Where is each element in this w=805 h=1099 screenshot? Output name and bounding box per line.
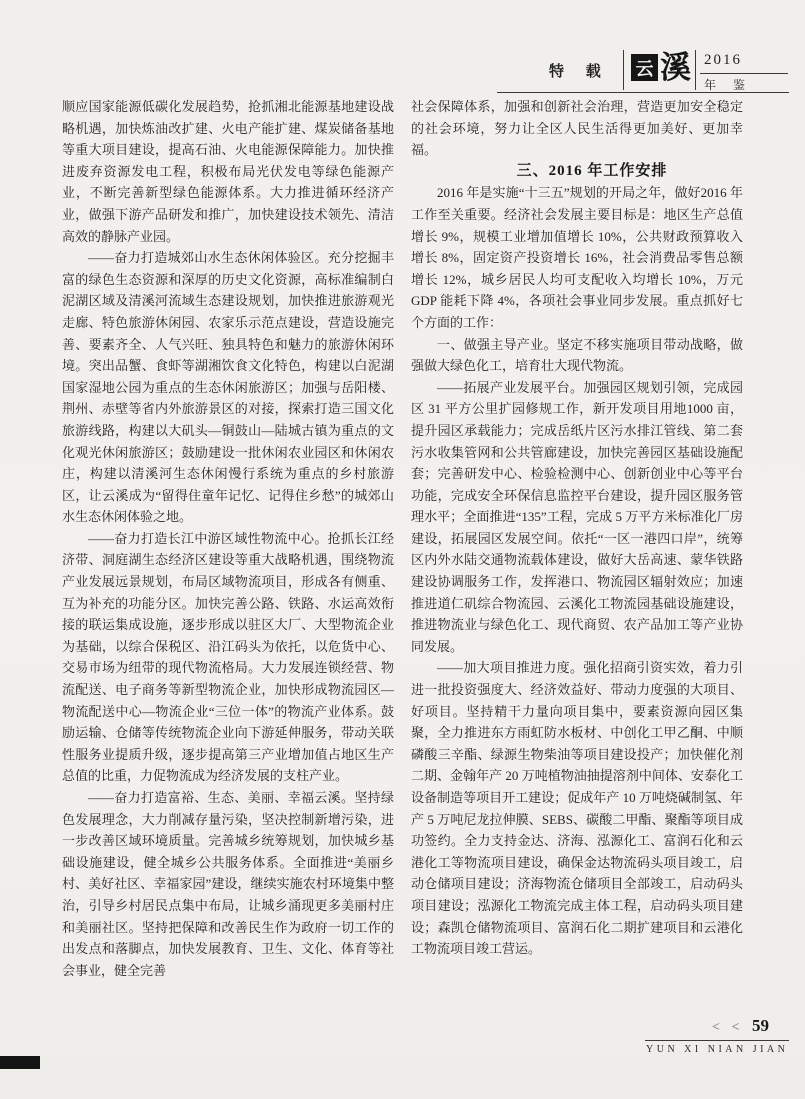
header-divider-line: [623, 50, 624, 90]
corner-black-bar: [0, 1056, 40, 1069]
header-year: 2016: [704, 52, 742, 68]
logo-yun-block: 云: [631, 54, 658, 81]
paragraph: ——奋力打造城郊山水生态休闲体验区。充分挖掘丰富的绿色生态资源和深厚的历史文化资源，高标准编制白泥湖区域及清溪河流域生态建设规划，加快推进旅游观光走廊、特色旅游休闲园、农家乐示范点建设，营造设施完善、要素齐全、人气兴旺、独具特色和魅力的旅游休闲环境。突出品蟹、食虾等湖湘饮食文化特色，构建以白泥湖国家湿地公园为重点的生态休闲旅游区；加强与岳阳楼、荆州、赤壁等省内外旅游景区的对接，探索打造三国文化旅游线路，构建以大矶头—铜鼓山—陆城古镇为重点的文化观光休闲旅游区；鼓励建设一批休闲农业园区和休闲农庄，构建以清溪河生态休闲慢行系统为重点的乡村旅游区，让云溪成为“留得住童年记忆、记得住乡愁”的城郊山水生态休闲体验之地。: [62, 250, 394, 525]
header-bottom-rule: [497, 92, 789, 93]
paragraph: ——拓展产业发展平台。加强园区规划引领，完成园区 31 平方公里扩园修规工作，新开发项目用地1000 亩，提升园区承载能力；完成岳纸片区污水排江管线、第二套污水收集管网和公共管廊建设，加快完善园区基础设施配套；完善研发中心、检验检测中心、创新创业中心等平台功能，完成安全环保信息监控平台建设，提升园区服务管理水平；全面推进“135”工程，完成 5 万平方米标准化厂房建设，拓展园区发展空间。依托“一区一港四口岸”，统筹区内外水陆交通物流载体建设，做好大岳高速、蒙华铁路建设协调服务工作，发挥港口、物流园区辐射效应；加速推进道仁矶综合物流园、云溪化工物流园基础设施建设，推进物流业与绿色化工、现代商贸、农产品加工等产业协同发展。: [411, 379, 743, 654]
section-heading: 三、2016 年工作安排: [516, 162, 668, 179]
page-number-arrows: < <: [712, 1020, 744, 1035]
yunxi-logo: [631, 50, 691, 86]
page-number: [712, 1016, 769, 1036]
header-divider-line: [695, 50, 696, 90]
header-year-label: 年 鉴: [704, 78, 753, 92]
paragraph: 社会保障体系，加强和创新社会治理，营造更加安全稳定的社会环境，努力让全区人民生活得更加美好、更加幸福。: [411, 99, 743, 158]
paragraph: 一、做强主导产业。坚定不移实施项目带动战略，做强做大绿色化工，培育壮大现代物流。: [411, 336, 743, 374]
paragraph: 顺应国家能源低碳化发展趋势，抢抓湘北能源基地建设战略机遇，加快炼油改扩建、火电产能扩建、煤炭储备基地等重大项目建设，提高石油、火电能源保障能力。加快推进废弃资源发电工程，积极布局光伏发电等绿色能源产业，不断完善新型绿色能源体系。大力推进循环经济产业，做强下游产品研发和推广，加快建设技术领先、清洁高效的静脉产业园。: [62, 99, 394, 244]
header-section-label: 特 载: [549, 64, 610, 80]
paragraph: 2016 年是实施“十三五”规划的开局之年，做好2016 年工作至关重要。经济社会发展主要目标是：地区生产总值增长 9%，规模工业增加值增长 10%，公共财政预算收入增长 8%，固定资产投资增长 16%，社会消费品零售总额增长 12%，城乡居民人均可支配收入均增长 10%，万元 GDP 能耗下降 4%，各项社会事业同步发展。重点抓好七个方面的工作：: [411, 185, 743, 330]
left-column: [62, 96, 394, 981]
logo-xi-character: 溪: [660, 50, 691, 85]
paragraph: ——奋力打造富裕、生态、美丽、幸福云溪。坚持绿色发展理念，大力削减存量污染，坚决控制新增污染，进一步改善区域环境质量。完善城乡统筹规划，加快城乡基础设施建设，健全城乡公共服务体系。全面推进“美丽乡村、美好社区、幸福家园”建设，继续实施农村环境集中整治，引导乡村居民点集中布局，让城乡涌现更多美丽村庄和美丽社区。坚持把保障和改善民生作为政府一切工作的出发点和落脚点，加快发展教育、卫生、文化、体育等社会事业，健全完善: [62, 790, 394, 978]
right-column: [411, 96, 743, 960]
header-year-rule: [700, 73, 788, 74]
footer-romanization: YUN XI NIAN JIAN: [646, 1044, 789, 1055]
page-number-value: 59: [751, 1016, 769, 1035]
paragraph: ——奋力打造长江中游区域性物流中心。抢抓长江经济带、洞庭湖生态经济区建设等重大战略机遇，围绕物流产业发展远景规划，布局区域物流项目，形成各有侧重、互为补充的功能分区。加快完善公路、铁路、水运高效衔接的联运集成设施，逐步形成以驻区大厂、大型物流企业为基础，以综合保税区、沿江码头为依托，以危货中心、交易市场为纽带的现代物流格局。大力发展连锁经营、物流配送、电子商务等新型物流企业，加快形成物流园区—物流配送中心—物流企业“三位一体”的物流产业体系。鼓励运输、仓储等传统物流企业向下游延伸服务，带动关联性服务业提质升级，逐步提高第三产业增加值占地区生产总值的比重，力促物流成为经济发展的支柱产业。: [62, 530, 394, 784]
paragraph: ——加大项目推进力度。强化招商引资实效，着力引进一批投资强度大、经济效益好、带动力度强的大项目、好项目。坚持精干力量向项目集中，要素资源向园区集聚，全力推进东方雨虹防水板材、中创化工甲乙酮、中顺磷酸三辛酯、绿源生物柴油等项目建设投产；加快催化剂二期、金翰年产 20 万吨植物油抽提溶剂中间体、安泰化工设备制造等项目开工建设；促成年产 10 万吨烧碱制氢、年产 5 万吨尼龙拉伸膜、SEBS、碳酸二甲酯、聚酯等项目成功签约。全力支持金达、济海、泓源化工、富润石化和云港化工等物流项目建设，确保金达物流码头项目竣工，启动仓储项目建设；济海物流仓储项目全部竣工，启动码头项目建设；泓源化工物流完成主体工程，启动码头项目建设；森凯仓储物流项目、富润石化二期扩建项目和云港化工物流项目竣工营运。: [411, 660, 743, 957]
footer-rule: [645, 1040, 789, 1041]
